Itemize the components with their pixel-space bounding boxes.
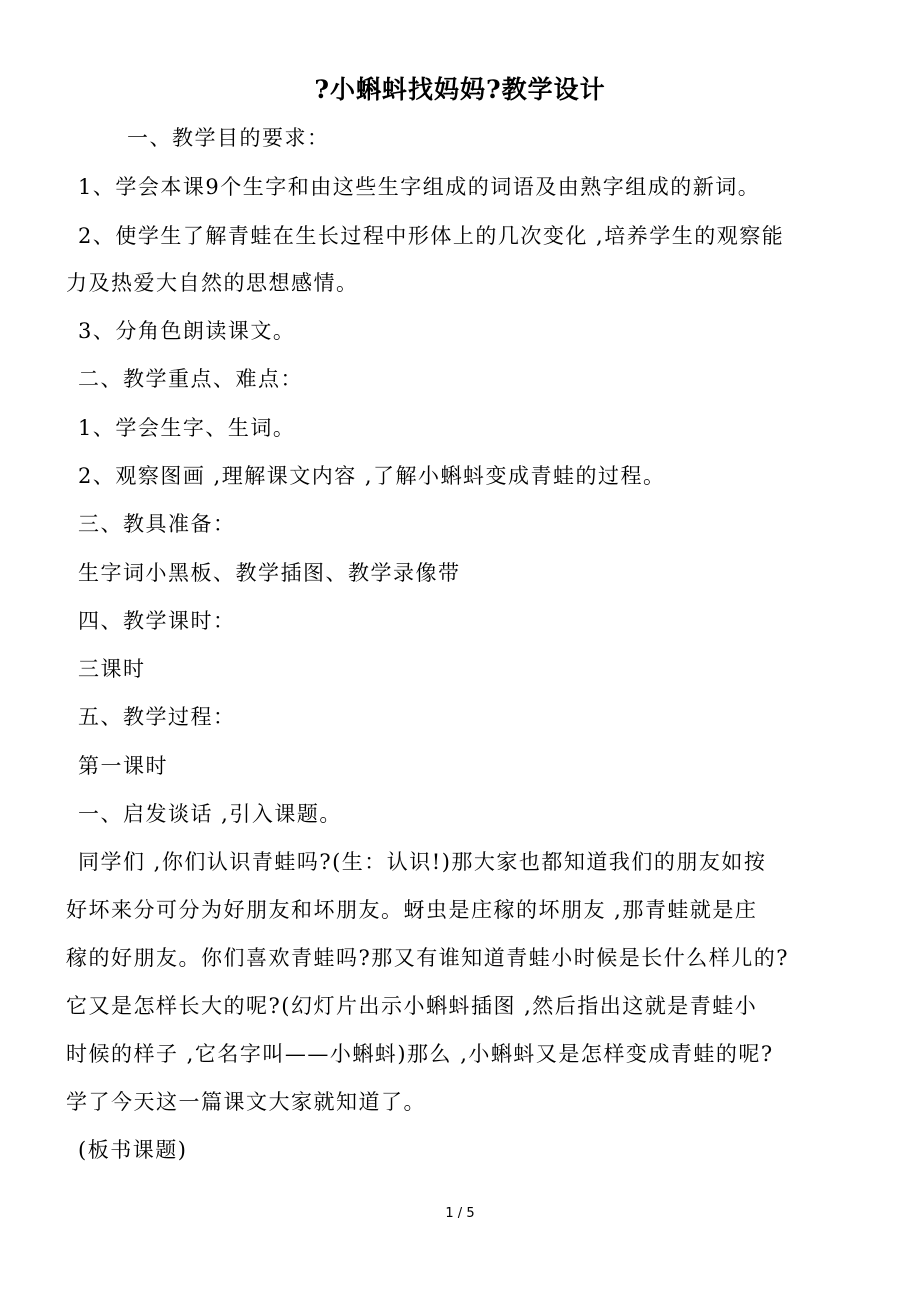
paragraph-line: 2、观察图画 ,理解课文内容 ,了解小蝌蚪变成青蛙的过程。 [78,464,666,488]
document-title: ?小蝌蚪找妈妈?教学设计 [314,75,606,104]
paragraph-line: 同学们 ,你们认识青蛙吗?(生：认识!)那大家也都知道我们的朋友如按 [78,850,767,874]
paragraph-line: 1、学会本课9个生字和由这些生字组成的词语及由熟字组成的新词。 [78,175,761,199]
section-heading-objectives: 一、教学目的要求： [127,126,330,150]
paragraph-line: 时候的样子 ,它名字叫——小蝌蚪)那么 ,小蝌蚪又是怎样变成青蛙的呢? [66,1042,774,1066]
section-heading-materials: 三、教具准备： [78,512,236,536]
page-number: 1 / 5 [445,1206,475,1221]
paragraph-line: 学了今天这一篇课文大家就知道了。 [66,1090,426,1114]
paragraph-line: 2、使学生了解青蛙在生长过程中形体上的几次变化 ,培养学生的观察能 [78,224,785,248]
paragraph-line: (板书课题) [78,1138,188,1162]
section-heading-periods: 四、教学课时： [78,609,236,633]
paragraph-line: 一、启发谈话 ,引入课题。 [78,802,342,826]
paragraph-line: 第一课时 [78,754,168,778]
paragraph-line: 生字词小黑板、教学插图、教学录像带 [78,561,461,585]
section-heading-key-points: 二、教学重点、难点： [78,367,303,391]
section-heading-process: 五、教学过程： [78,705,236,729]
paragraph-line: 3、分角色朗读课文。 [78,319,296,343]
paragraph-line: 好坏来分可分为好朋友和坏朋友。蚜虫是庄稼的坏朋友 ,那青蛙就是庄 [66,898,758,922]
paragraph-line: 它又是怎样长大的呢?(幻灯片出示小蝌蚪插图 ,然后指出这就是青蛙小 [66,994,758,1018]
paragraph-line: 三课时 [78,657,146,681]
paragraph-line: 稼的好朋友。你们喜欢青蛙吗?那又有谁知道青蛙小时候是长什么样儿的? [66,946,790,970]
paragraph-line: 1、学会生字、生词。 [78,416,296,440]
paragraph-line: 力及热爱大自然的思想感情。 [66,271,359,295]
